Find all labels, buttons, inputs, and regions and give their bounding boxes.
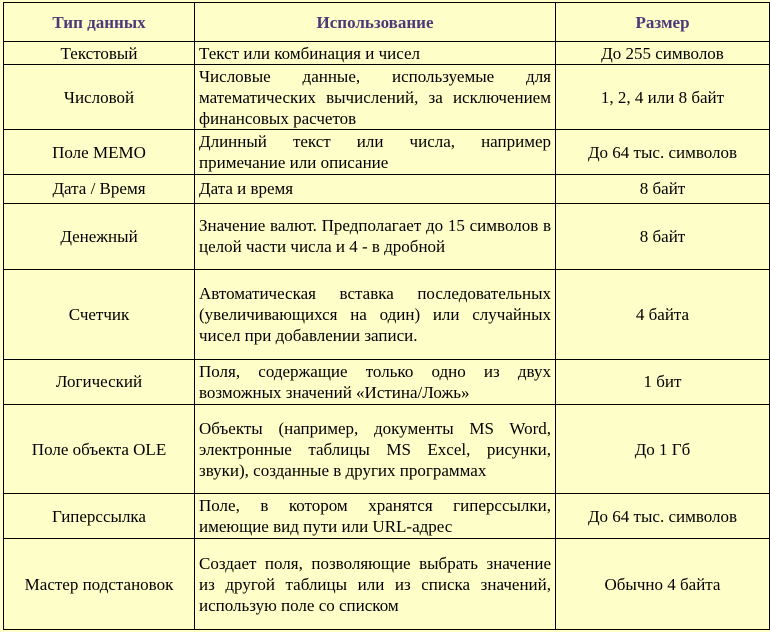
- type-cell: Дата / Время: [4, 174, 195, 203]
- table-row: [4, 130, 770, 174]
- size-cell: До 255 символов: [556, 42, 770, 65]
- type-cell: Логический: [4, 359, 195, 404]
- table-row: [4, 42, 770, 65]
- type-cell: Мастер подстановок: [4, 539, 195, 630]
- usage-cell: Значение валют. Предполагает до 15 символов в целой части числа и 4 - в дробной: [195, 203, 556, 269]
- header-size: Размер: [556, 3, 770, 42]
- type-cell: Денежный: [4, 203, 195, 269]
- header-usage: Использование: [195, 3, 556, 42]
- type-cell: Числовой: [4, 65, 195, 130]
- size-cell: До 64 тыс. символов: [556, 494, 770, 539]
- type-cell: Гиперссылка: [4, 494, 195, 539]
- data-types-table: [3, 2, 770, 630]
- table-row: [4, 539, 770, 630]
- table-row: [4, 174, 770, 203]
- type-cell: Поле МЕМО: [4, 130, 195, 174]
- size-cell: До 64 тыс. символов: [556, 130, 770, 174]
- table-row: [4, 203, 770, 269]
- table-row: [4, 65, 770, 130]
- usage-cell: Поле, в котором хранятся гиперссылки, имеющие вид пути или URL-адрес: [195, 494, 556, 539]
- usage-cell: Числовые данные, используемые для математических вычислений, за исключением финансовых расчетов: [195, 65, 556, 130]
- usage-cell: Поля, содержащие только одно из двух возможных значений «Истина/Ложь»: [195, 359, 556, 404]
- table-header-row: [4, 3, 770, 42]
- size-cell: 1, 2, 4 или 8 байт: [556, 65, 770, 130]
- size-cell: Обычно 4 байта: [556, 539, 770, 630]
- usage-cell: Создает поля, позволяющие выбрать значение из другой таблицы или из списка значений, использую поле со списком: [195, 539, 556, 630]
- usage-cell: Объекты (например, документы MS Word, электронные таблицы MS Excel, рисунки, звуки), созданные в других программах: [195, 404, 556, 493]
- usage-cell: Длинный текст или числа, например примечание или описание: [195, 130, 556, 174]
- size-cell: До 1 Гб: [556, 404, 770, 493]
- size-cell: 8 байт: [556, 174, 770, 203]
- type-cell: Счетчик: [4, 270, 195, 359]
- table-row: [4, 494, 770, 539]
- table-row: [4, 359, 770, 404]
- table-row: [4, 404, 770, 493]
- header-type: Тип данных: [4, 3, 195, 42]
- table-row: [4, 270, 770, 359]
- usage-cell: Дата и время: [195, 174, 556, 203]
- usage-cell: Текст или комбинация и чисел: [195, 42, 556, 65]
- size-cell: 4 байта: [556, 270, 770, 359]
- size-cell: 8 байт: [556, 203, 770, 269]
- size-cell: 1 бит: [556, 359, 770, 404]
- type-cell: Текстовый: [4, 42, 195, 65]
- type-cell: Поле объекта OLE: [4, 404, 195, 493]
- usage-cell: Автоматическая вставка последовательных (увеличивающихся на один) или случайных чисел при добавлении записи.: [195, 270, 556, 359]
